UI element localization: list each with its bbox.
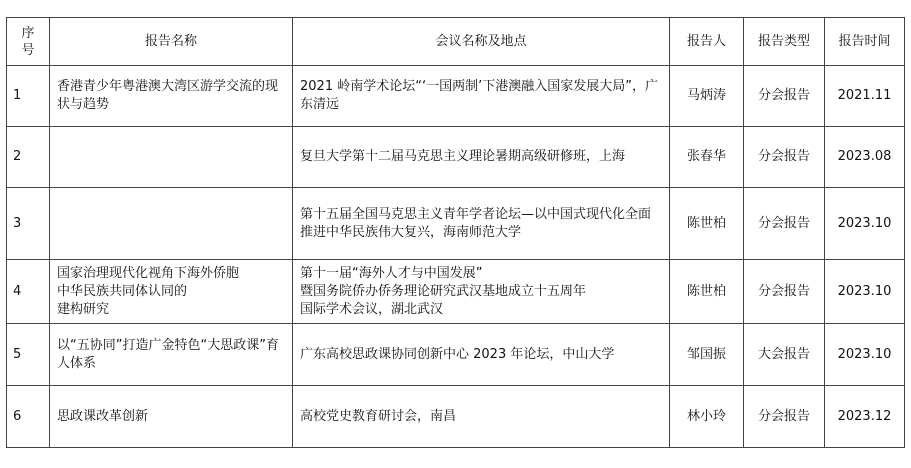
cell-type: 分会报告 xyxy=(744,66,825,127)
header-meeting: 会议名称及地点 xyxy=(293,18,670,66)
table-row xyxy=(7,66,905,127)
table-row xyxy=(7,386,905,448)
cell-seq: 4 xyxy=(7,260,50,324)
cell-meeting: 第十五届全国马克思主义青年学者论坛—以中国式现代化全面推进中华民族伟大复兴，海南师范大学 xyxy=(293,188,670,260)
cell-title xyxy=(50,188,293,260)
cell-seq: 5 xyxy=(7,324,50,386)
meeting-line: 第十一届“海外人才与中国发展” xyxy=(300,265,483,281)
report-table xyxy=(6,17,905,448)
header-time: 报告时间 xyxy=(825,18,905,66)
title-line: 建构研究 xyxy=(57,301,110,317)
table-row xyxy=(7,324,905,386)
cell-time: 2023.10 xyxy=(825,188,905,260)
cell-meeting xyxy=(293,260,670,324)
cell-reporter: 陈世柏 xyxy=(670,188,744,260)
cell-seq: 1 xyxy=(7,66,50,127)
table-row xyxy=(7,260,905,324)
cell-reporter: 马炳涛 xyxy=(670,66,744,127)
cell-reporter: 陈世柏 xyxy=(670,260,744,324)
cell-seq: 2 xyxy=(7,127,50,188)
cell-type: 分会报告 xyxy=(744,386,825,448)
cell-type: 分会报告 xyxy=(744,127,825,188)
table-row xyxy=(7,127,905,188)
cell-time: 2023.10 xyxy=(825,260,905,324)
cell-time: 2023.10 xyxy=(825,324,905,386)
header-reporter: 报告人 xyxy=(670,18,744,66)
cell-seq: 6 xyxy=(7,386,50,448)
cell-title: 思政课改革创新 xyxy=(50,386,293,448)
title-line: 国家治理现代化视角下海外侨胞 xyxy=(57,265,240,281)
cell-time: 2023.12 xyxy=(825,386,905,448)
meeting-line: 暨国务院侨办侨务理论研究武汉基地成立十五周年 xyxy=(300,283,587,299)
cell-title: 以“五协同”打造广金特色“大思政课”育人体系 xyxy=(50,324,293,386)
table-row xyxy=(7,188,905,260)
cell-title xyxy=(50,260,293,324)
cell-meeting: 高校党史教育研讨会，南昌 xyxy=(293,386,670,448)
cell-seq: 3 xyxy=(7,188,50,260)
header-type: 报告类型 xyxy=(744,18,825,66)
meeting-line: 国际学术会议，湖北武汉 xyxy=(300,301,444,317)
header-seq: 序号 xyxy=(7,18,50,66)
cell-time: 2023.08 xyxy=(825,127,905,188)
cell-meeting: 复旦大学第十二届马克思主义理论暑期高级研修班，上海 xyxy=(293,127,670,188)
table-header-row xyxy=(7,18,905,66)
cell-reporter: 张春华 xyxy=(670,127,744,188)
cell-meeting: 2021 岭南学术论坛“‘一国两制’下港澳融入国家发展大局”，广东清远 xyxy=(293,66,670,127)
title-line: 中华民族共同体认同的 xyxy=(57,283,188,299)
cell-reporter: 邹国振 xyxy=(670,324,744,386)
cell-type: 分会报告 xyxy=(744,188,825,260)
cell-meeting: 广东高校思政课协同创新中心 2023 年论坛，中山大学 xyxy=(293,324,670,386)
cell-time: 2021.11 xyxy=(825,66,905,127)
header-title: 报告名称 xyxy=(50,18,293,66)
cell-reporter: 林小玲 xyxy=(670,386,744,448)
cell-title: 香港青少年粤港澳大湾区游学交流的现状与趋势 xyxy=(50,66,293,127)
cell-title xyxy=(50,127,293,188)
cell-type: 分会报告 xyxy=(744,260,825,324)
cell-type: 大会报告 xyxy=(744,324,825,386)
